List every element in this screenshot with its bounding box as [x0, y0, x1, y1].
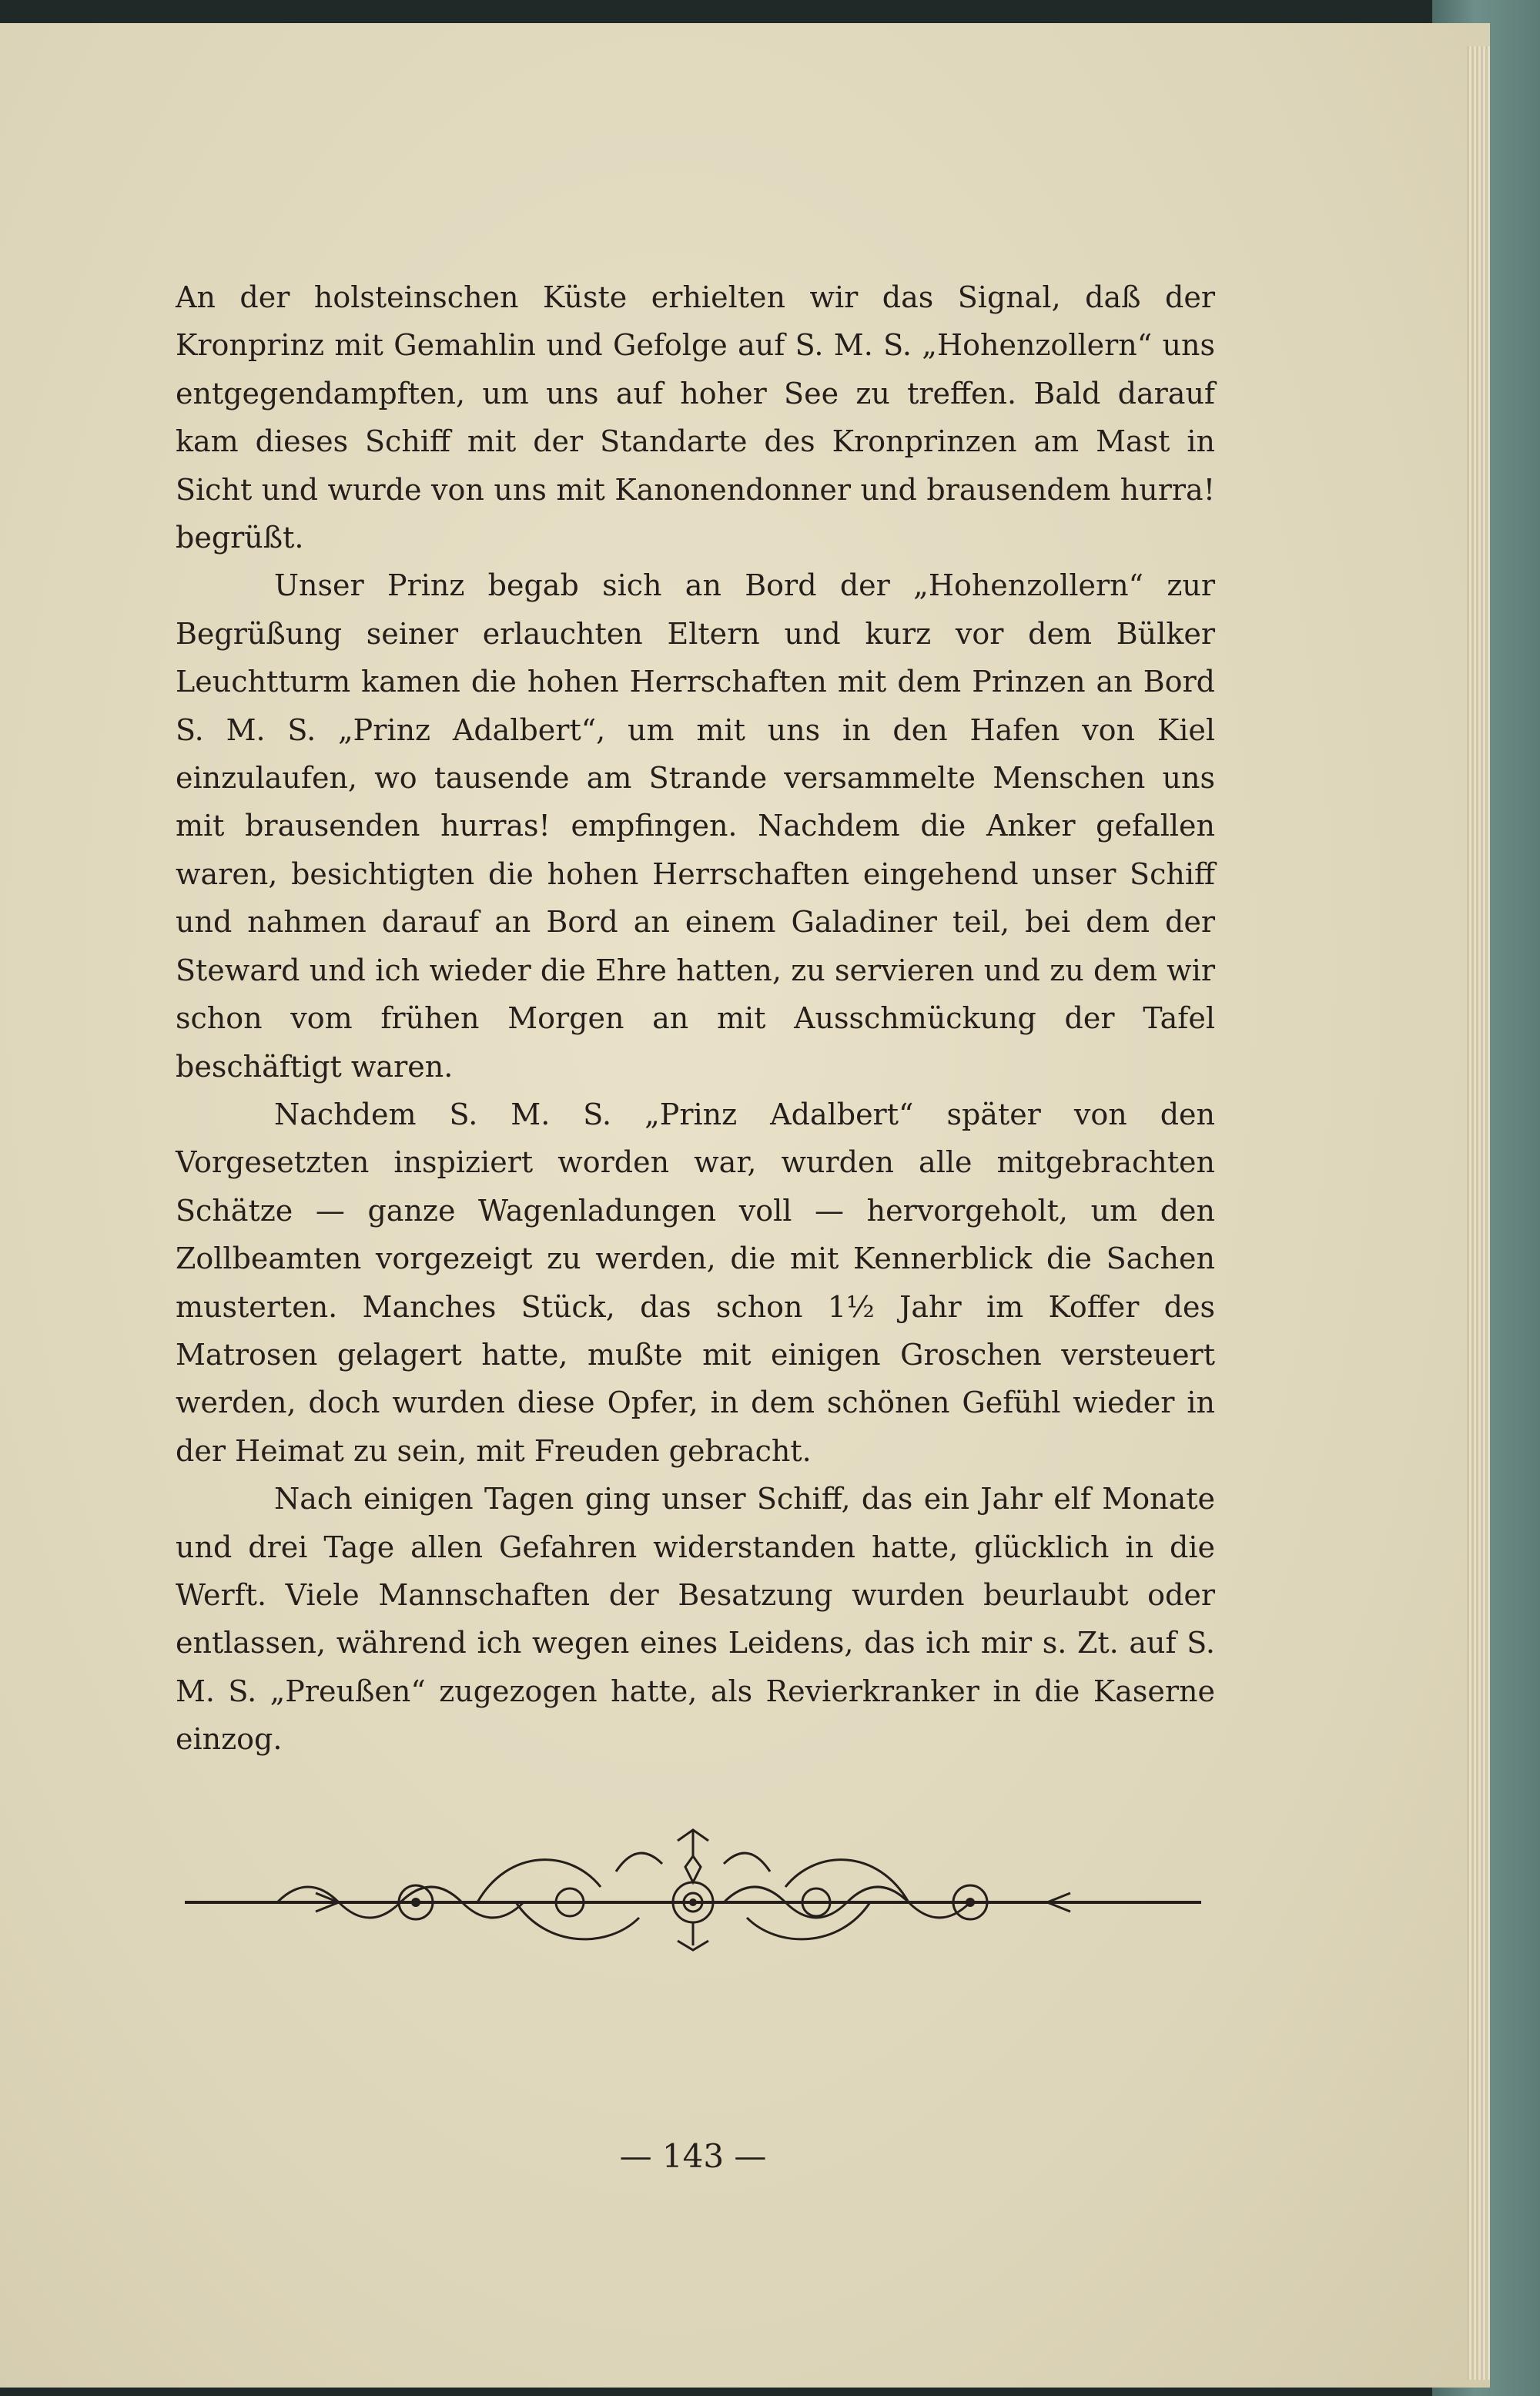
paragraph-4: Nach einigen Tagen ging unser Schiff, das ein Jahr elf Monate und drei Tage allen Gefahren widerstanden hatte, glücklich in die Werft. Viele Mannschaften der Besatzung wurden beurlaubt oder entlassen, während ich wegen eines Leidens, das ich mir s. Zt. auf S. M. S. „Preußen“ zugezogen hatte, als Revierkranker in die Kaserne einzog. — [176, 1482, 1215, 1757]
paragraph-2: Unser Prinz begab sich an Bord der „Hohenzollern“ zur Begrüßung seiner erlauchten Eltern und kurz vor dem Bülker Leuchtturm kamen die hohen Herrschaften mit dem Prinzen an Bord S. M. S. „Prinz Adalbert“, um mit uns in den Hafen von Kiel einzulaufen, wo tausende am Strande versammelte Menschen uns mit brausenden hurras! empfingen. Nachdem die Anker gefallen waren, besichtigten die hohen Herrschaften eingehend unser Schiff und nahmen darauf an Bord an einem Galadiner teil, bei dem der Steward und ich wieder die Ehre hatten, zu servieren und zu dem wir schon vom frühen Morgen an mit Ausschmückung der Tafel beschäftigt waren. — [176, 568, 1215, 1084]
paragraph-1: An der holsteinschen Küste erhielten wir das Signal, daß der Kronprinz mit Gemahlin und Gefolge auf S. M. S. „Hohenzollern“ uns entgegendampften, um uns auf hoher See zu treffen. Bald darauf kam dieses Schiff mit der Standarte des Kronprinzen am Mast in Sicht und wurde von uns mit Kanonendonner und brausendem hurra! begrüßt. — [176, 280, 1215, 555]
page-edges — [1467, 46, 1490, 2380]
body-text — [176, 273, 1215, 1764]
flourish-divider-icon — [185, 1825, 1201, 1956]
paragraph-3: Nachdem S. M. S. „Prinz Adalbert“ später von den Vorgesetzten inspiziert worden war, wurden alle mitgebrachten Schätze — ganze Wagenladungen voll — hervorgeholt, um den Zollbeamten vorgezeigt zu werden, die mit Kennerblick die Sachen musterten. Manches Stück, das schon 1½ Jahr im Koffer des Matrosen gelagert hatte, mußte mit einigen Groschen versteuert werden, doch wurden diese Opfer, in dem schönen Gefühl wieder in der Heimat zu sein, mit Freuden gebracht. — [176, 1097, 1215, 1468]
page-number: — 143 — — [619, 2137, 767, 2175]
